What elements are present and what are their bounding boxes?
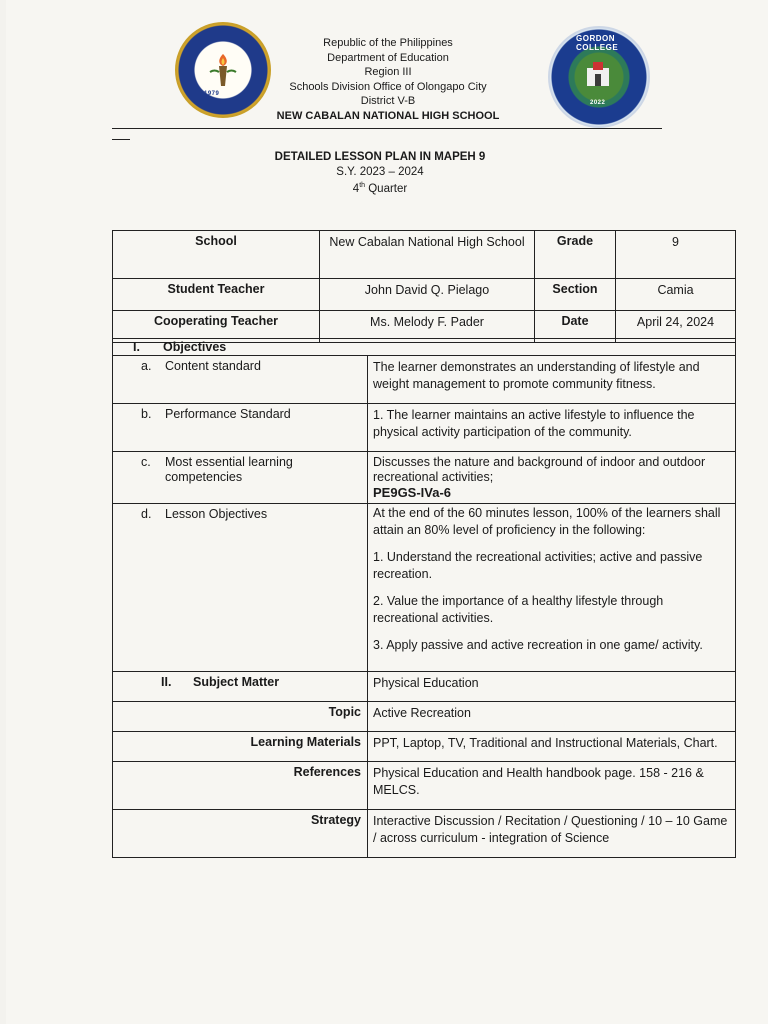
- table-row: [113, 504, 736, 672]
- letterhead-school-name: NEW CABALAN NATIONAL HIGH SCHOOL: [276, 109, 500, 122]
- short-divider: [112, 139, 130, 140]
- table-row: [113, 810, 736, 858]
- school-seal-logo: [175, 22, 271, 118]
- lesson-objective-item: 1. Understand the recreational activities; active and passive recreation.: [373, 550, 703, 581]
- lesson-plan-table: [112, 338, 736, 858]
- school-year: S.Y. 2023 – 2024: [336, 165, 424, 178]
- table-row: [113, 279, 736, 311]
- grade-label: Grade: [535, 231, 616, 279]
- strategy-label: Strategy: [113, 810, 368, 858]
- subject-matter-value: Physical Education: [368, 672, 736, 702]
- table-row: [113, 404, 736, 452]
- section-value: Camia: [616, 279, 736, 311]
- table-row: [113, 452, 736, 504]
- cooperating-teacher-value: Ms. Melody F. Pader: [320, 311, 535, 343]
- school-value: New Cabalan National High School: [320, 231, 535, 279]
- student-teacher-label: Student Teacher: [113, 279, 320, 311]
- logo-year: 2022: [590, 100, 606, 106]
- student-teacher-value: John David Q. Pielago: [320, 279, 535, 311]
- learning-materials-label: Learning Materials: [113, 732, 368, 762]
- table-row: [113, 339, 736, 356]
- melc-code: PE9GS-IVa-6: [373, 485, 452, 500]
- grade-value: 9: [616, 231, 736, 279]
- table-row: [113, 231, 736, 279]
- lesson-objective-item: 3. Apply passive and active recreation in one game/ activity.: [373, 638, 703, 652]
- torch-icon: [207, 52, 239, 88]
- subject-matter-heading: II. Subject Matter: [113, 672, 368, 702]
- gordon-college-logo: [548, 26, 650, 128]
- content-standard-text: The learner demonstrates an understanding of lifestyle and weight management to promote community fitness.: [368, 356, 736, 404]
- table-row: [113, 672, 736, 702]
- melc-text: Discusses the nature and background of indoor and outdoor recreational activities;: [373, 455, 706, 484]
- lesson-intro: At the end of the 60 minutes lesson, 100% of the learners shall attain an 80% level of proficiency in the following:: [373, 506, 721, 537]
- info-table: [112, 230, 736, 343]
- section-label: Section: [535, 279, 616, 311]
- table-row: [113, 732, 736, 762]
- melc-label: c. Most essential learning competencies: [113, 452, 368, 504]
- document-title: DETAILED LESSON PLAN IN MAPEH 9: [274, 151, 486, 163]
- melc-cell: [368, 452, 736, 504]
- letterhead-line: Republic of the Philippines: [323, 37, 453, 49]
- topic-value: Active Recreation: [368, 702, 736, 732]
- strategy-value: Interactive Discussion / Recitation / Questioning / 10 – 10 Game / across curriculum - integration of Science: [368, 810, 736, 858]
- topic-label: Topic: [113, 702, 368, 732]
- table-row: [113, 356, 736, 404]
- performance-standard-label: b. Performance Standard: [113, 404, 368, 452]
- letterhead-line: Department of Education: [327, 51, 449, 64]
- logo-college-name: GORDON COLLEGE: [576, 34, 619, 52]
- learning-materials-value: PPT, Laptop, TV, Traditional and Instructional Materials, Chart.: [368, 732, 736, 762]
- document-title-block: [210, 150, 550, 196]
- school-label: School: [113, 231, 320, 279]
- building-icon: [581, 58, 615, 92]
- quarter: 4th Quarter: [352, 182, 408, 195]
- letterhead-line: District V-B: [360, 95, 416, 108]
- header-divider: [112, 128, 662, 129]
- lesson-objectives-label: d. Lesson Objectives: [113, 504, 368, 672]
- lesson-objective-item: 2. Value the importance of a healthy lifestyle through recreational activities.: [373, 594, 664, 625]
- letterhead: [268, 36, 508, 124]
- performance-standard-text: 1. The learner maintains an active lifestyle to influence the physical activity participation of the community.: [368, 404, 736, 452]
- table-row: [113, 762, 736, 810]
- cooperating-teacher-label: Cooperating Teacher: [113, 311, 320, 343]
- letterhead-line: Region III: [364, 66, 412, 79]
- logo-year: 1979: [204, 91, 220, 97]
- references-value: Physical Education and Health handbook page. 158 - 216 & MELCS.: [368, 762, 736, 810]
- objectives-heading: I. Objectives: [113, 339, 736, 356]
- lesson-objectives-cell: [368, 504, 736, 672]
- content-standard-label: a. Content standard: [113, 356, 368, 404]
- letterhead-line: Schools Division Office of Olongapo City: [289, 80, 487, 93]
- references-label: References: [113, 762, 368, 810]
- date-value: April 24, 2024: [616, 311, 736, 343]
- date-label: Date: [535, 311, 616, 343]
- table-row: [113, 702, 736, 732]
